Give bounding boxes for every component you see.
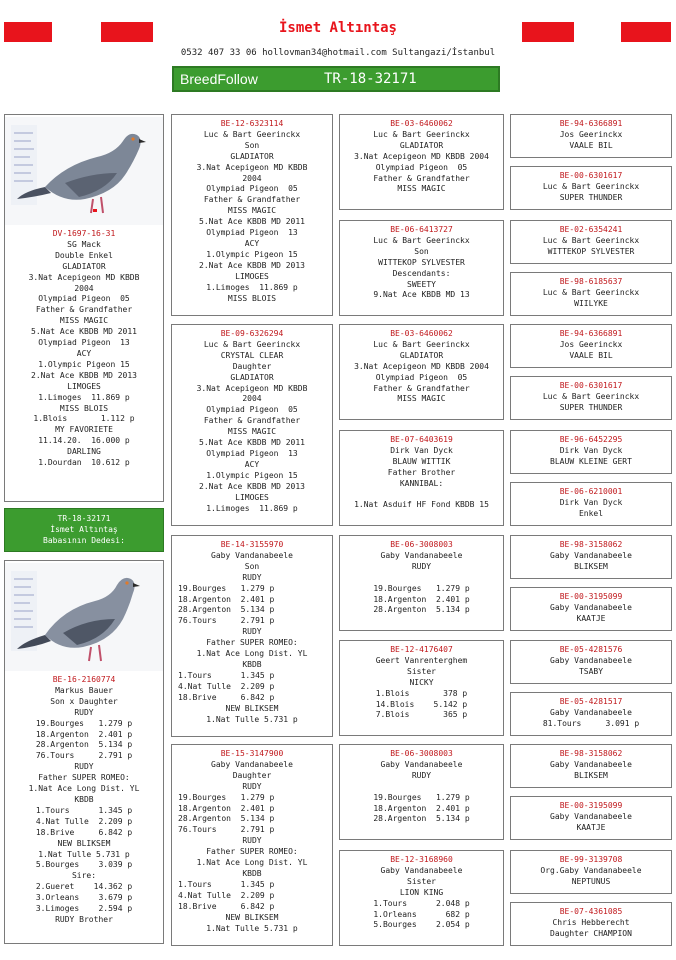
line: 3.Nat Acepigeon MD KBDB 2004 <box>354 151 489 161</box>
result-line: 1.Tours 1.345 p <box>178 879 275 889</box>
ring-number: BE-03-6460062 <box>390 119 453 128</box>
line: 1.Limoges 11.869 p <box>206 282 298 292</box>
great-grandparent-card <box>510 272 672 316</box>
ring-number: BE-07-6403619 <box>390 435 453 444</box>
line: Gaby Vandanabeele <box>380 865 463 875</box>
line: MISS BLOIS <box>59 403 109 413</box>
line: ACY <box>76 348 92 358</box>
line <box>340 782 503 793</box>
grandparent-card <box>339 640 504 736</box>
line: SWEETY <box>407 279 436 289</box>
line: Luc & Bart Geerinckx <box>373 339 470 349</box>
line: 3.Limoges 2.594 p <box>35 904 133 914</box>
breedfollow-banner[interactable] <box>172 66 500 92</box>
pigeon-icon <box>5 117 163 225</box>
line: MISS MAGIC <box>397 184 446 194</box>
line: 5.Bourges 3.039 p <box>35 860 133 870</box>
line: Sister <box>407 876 436 886</box>
result-line: 4.Nat Tulle 2.209 p <box>178 681 275 691</box>
line: WITTEKOP SYLVESTER <box>378 257 465 267</box>
result-line: 18.Argenton 2.401 p <box>178 594 275 604</box>
line: RUDY <box>411 561 432 571</box>
line: Markus Bauer <box>55 685 113 695</box>
line: 1.Tours 1.345 p <box>35 805 133 815</box>
line: Dirk Van Dyck <box>390 445 453 455</box>
line: 5.Nat Ace KBDB MD 2011 <box>199 438 305 448</box>
line: Org.Gaby Vandanabeele <box>540 865 642 875</box>
line: Father & Grandfather <box>373 173 470 183</box>
ring-number: BE-12-4176407 <box>390 645 453 654</box>
line: Chris Hebberecht <box>552 917 630 927</box>
result-line: 28.Argenton 5.134 p <box>178 605 275 615</box>
line: 1.Olympic Pigeon 15 <box>206 249 298 259</box>
line: Luc & Bart Geerinckx <box>542 181 640 191</box>
great-grandparent-card <box>510 744 672 788</box>
line: Geert Vanrenterghem <box>375 655 468 665</box>
top-pigeon-ring: DV-1697-16-31 <box>52 229 116 238</box>
line: MY FAVORIETE <box>55 425 113 435</box>
contact-line: 0532 407 33 06 hollovman34@hotmail.com Sultangazi/İstanbul <box>180 48 496 58</box>
line: Gaby Vandanabeele <box>550 655 632 665</box>
line: 19.Bourges 1.279 p <box>373 583 470 593</box>
great-grandparent-card <box>510 324 672 368</box>
line: BLAUW WITTIK <box>392 456 451 466</box>
line: Olympiad Pigeon 05 <box>206 405 298 415</box>
line: Jos Geerinckx <box>559 339 623 349</box>
line: 28.Argenton 5.134 p <box>373 814 470 824</box>
line: LIMOGES <box>235 271 269 281</box>
line: Jos Geerinckx <box>559 129 623 139</box>
ring-number: BE-94-6366891 <box>559 119 623 128</box>
line: Olympiad Pigeon 13 <box>38 338 130 348</box>
great-grandparent-card <box>510 114 672 158</box>
line: NEW BLIKSEM <box>225 703 279 713</box>
great-grandparent-card <box>510 376 672 420</box>
line: ACY <box>244 459 260 469</box>
line: Gaby Vandanabeele <box>380 550 463 560</box>
line: 19.Bourges 1.279 p <box>373 792 470 802</box>
great-grandparent-card <box>510 430 672 474</box>
line: RUDY <box>242 572 262 582</box>
pigeon-photo-top <box>5 117 163 225</box>
line: Gaby Vandanabeele <box>550 602 632 612</box>
line: 3.Nat Acepigeon MD KBDB <box>196 162 308 172</box>
note-ring: TR-18-32171 <box>57 514 111 523</box>
line: KBDB <box>74 794 94 804</box>
line: Father Brother <box>387 467 456 477</box>
line: BLAUW KLEINE GERT <box>550 456 632 466</box>
line: SUPER THUNDER <box>559 402 623 412</box>
line: KBDB <box>242 659 262 669</box>
line: 2004 <box>242 394 262 404</box>
bottom-pigeon-ring: BE-16-2160774 <box>52 675 116 684</box>
line: Dirk Van Dyck <box>559 497 623 507</box>
ring-number: BE-06-3008003 <box>390 540 453 549</box>
line: NICKY <box>409 677 434 687</box>
line: DARLING <box>67 447 101 457</box>
ring-number: BE-14-3155970 <box>220 540 284 549</box>
line: Son <box>244 561 260 571</box>
line: 1.Nat Tulle 5.731 p <box>206 923 298 933</box>
ring-number: BE-94-6366891 <box>559 329 623 338</box>
line: RUDY <box>242 836 262 846</box>
line: LIMOGES <box>67 381 101 391</box>
great-grandparent-card <box>510 692 672 736</box>
line: Daughter <box>232 361 272 371</box>
line: Gaby Vandanabeele <box>211 550 293 560</box>
line: 9.Nat Ace KBDB MD 13 <box>373 290 470 300</box>
line: MISS MAGIC <box>227 206 277 216</box>
result-line: 18.Argenton 2.401 p <box>178 803 275 813</box>
line: 2004 <box>242 173 262 183</box>
great-grandparent-card <box>510 850 672 894</box>
parent-card <box>171 535 333 737</box>
line: MISS MAGIC <box>397 394 446 404</box>
result-line: 18.Brive 6.842 p <box>178 901 275 911</box>
great-grandparent-card <box>510 902 672 946</box>
line: Father & Grandfather <box>203 195 301 205</box>
ring-number: BE-99-3139708 <box>559 855 623 864</box>
line: CRYSTAL CLEAR <box>220 350 284 360</box>
line: 1.Orleans 682 p <box>373 909 470 919</box>
line: Olympiad Pigeon 13 <box>206 448 298 458</box>
line: KAATJE <box>576 613 606 623</box>
line: Enkel <box>578 508 604 518</box>
line: Father & Grandfather <box>35 305 133 315</box>
line: BLIKSEM <box>574 561 608 571</box>
great-grandparent-card <box>510 220 672 264</box>
result-line: 76.Tours 2.791 p <box>178 616 275 626</box>
page-title: İsmet Altıntaş <box>278 20 397 36</box>
line: 2004 <box>74 283 94 293</box>
line: 76.Tours 2.791 p <box>35 751 133 761</box>
line: RUDY <box>74 707 94 717</box>
owner-note-box <box>4 508 164 552</box>
breedfollow-label: BreedFollow <box>180 71 258 87</box>
grandparent-card <box>339 535 504 631</box>
line: Descendants: <box>392 268 451 278</box>
line: KBDB <box>242 868 262 878</box>
line: Gaby Vandanabeele <box>550 759 632 769</box>
ring-number: BE-00-3195099 <box>559 592 623 601</box>
grandparent-card <box>339 324 504 420</box>
line: Olympiad Pigeon 13 <box>206 228 298 238</box>
line: Gaby Vandanabeele <box>550 707 632 717</box>
parent-card <box>171 324 333 526</box>
line <box>340 490 503 501</box>
ring-number: BE-06-6413727 <box>390 225 453 234</box>
ring-number: BE-12-3168960 <box>390 855 453 864</box>
line: 1.Limoges 11.869 p <box>206 503 298 513</box>
grandparent-card <box>339 850 504 946</box>
result-line: 28.Argenton 5.134 p <box>178 814 275 824</box>
line: Luc & Bart Geerinckx <box>542 235 640 245</box>
pigeon-photo-bottom <box>5 563 163 671</box>
ring-number: BE-00-3195099 <box>559 801 623 810</box>
note-owner: İsmet Altıntaş <box>50 525 118 534</box>
result-line: 76.Tours 2.791 p <box>178 825 275 835</box>
line: Luc & Bart Geerinckx <box>542 287 640 297</box>
line: Daughter CHAMPION <box>550 928 632 938</box>
line: 19.Bourges 1.279 p <box>35 718 133 728</box>
line: 3.Nat Acepigeon MD KBDB <box>28 272 140 282</box>
line: GLADIATOR <box>399 350 444 360</box>
line: Father SUPER ROMEO: <box>206 847 298 857</box>
line: LION KING <box>399 887 444 897</box>
line: 2.Nat Ace KBDB MD 2013 <box>199 260 305 270</box>
great-grandparent-card <box>510 796 672 840</box>
line: 18.Argenton 2.401 p <box>35 729 133 739</box>
line: 1.Nat Tulle 5.731 p <box>206 714 298 724</box>
line: MISS MAGIC <box>59 316 109 326</box>
line: Olympiad Pigeon 05 <box>38 294 130 304</box>
ring-number: BE-06-6210001 <box>559 487 623 496</box>
line: Luc & Bart Geerinckx <box>542 391 640 401</box>
line: Olympiad Pigeon 05 <box>375 162 468 172</box>
line: MISS BLOIS <box>227 293 277 303</box>
line: Father & Grandfather <box>373 383 470 393</box>
result-line: 4.Nat Tulle 2.209 p <box>178 890 275 900</box>
line: 3.Nat Acepigeon MD KBDB 2004 <box>354 361 489 371</box>
line: 28.Argenton 5.134 p <box>373 605 470 615</box>
line: Double Enkel <box>55 250 113 260</box>
line: RUDY <box>242 627 262 637</box>
line: KAATJE <box>576 822 606 832</box>
line: Gaby Vandanabeele <box>380 759 463 769</box>
line: 11.14.20. 16.000 p <box>38 436 130 446</box>
grandparent-card <box>339 430 504 526</box>
line: 1.Dourdan 10.612 p <box>38 458 130 468</box>
line: SG Mack <box>67 239 101 249</box>
ring-number: BE-98-3158062 <box>559 749 623 758</box>
grandparent-card <box>339 744 504 840</box>
line: Dirk Van Dyck <box>559 445 623 455</box>
ring-number: BE-98-3158062 <box>559 540 623 549</box>
line <box>340 573 503 584</box>
line: RUDY <box>74 762 94 772</box>
bottom-pigeon-details <box>5 686 163 926</box>
grandparent-card <box>339 114 504 210</box>
line: GLADIATOR <box>230 151 274 161</box>
line: Luc & Bart Geerinckx <box>203 129 301 139</box>
line: Olympiad Pigeon 05 <box>206 184 298 194</box>
line: 1.Nat Ace Long Dist. YL <box>196 858 308 868</box>
line: 2.Nat Ace KBDB MD 2013 <box>199 481 305 491</box>
grandparent-card <box>339 220 504 316</box>
line: 1.Olympic Pigeon 15 <box>206 470 298 480</box>
line: Sire: <box>71 871 97 881</box>
ring-number: BE-02-6354241 <box>559 225 623 234</box>
ring-number: BE-09-6326294 <box>220 329 284 338</box>
ring-number: BE-15-3147900 <box>220 749 284 758</box>
bottom-pigeon-card <box>4 560 164 944</box>
ring-number: BE-03-6460062 <box>390 329 453 338</box>
line: 1.Nat Tulle 5.731 p <box>38 849 130 859</box>
line: GLADIATOR <box>62 261 106 271</box>
top-pigeon-details <box>5 240 163 469</box>
line: 1.Nat Ace Long Dist. YL <box>28 784 140 794</box>
ring-number: BE-98-6185637 <box>559 277 623 286</box>
line: Son <box>414 246 429 256</box>
pigeon-icon <box>5 563 163 671</box>
line: 18.Argenton 2.401 p <box>373 803 470 813</box>
line: Son <box>244 140 260 150</box>
line: 5.Nat Ace KBDB MD 2011 <box>31 327 137 337</box>
line: BLIKSEM <box>574 770 608 780</box>
line: 5.Bourges 2.054 p <box>373 920 470 930</box>
line: TSABY <box>578 666 604 676</box>
line: SUPER THUNDER <box>559 192 623 202</box>
line: LIMOGES <box>235 492 269 502</box>
line: 28.Argenton 5.134 p <box>35 740 133 750</box>
ring-number: BE-07-4361085 <box>559 907 623 916</box>
line: Luc & Bart Geerinckx <box>373 235 470 245</box>
line: RUDY <box>242 781 262 791</box>
ring-number: BE-05-4281517 <box>559 697 623 706</box>
line: 18.Brive 6.842 p <box>35 827 133 837</box>
line: Father SUPER ROMEO: <box>38 773 130 783</box>
line: 1.Olympic Pigeon 15 <box>38 359 130 369</box>
line: Luc & Bart Geerinckx <box>203 339 301 349</box>
result-line: 19.Bourges 1.279 p <box>178 583 275 593</box>
great-grandparent-card <box>510 166 672 210</box>
ring-number: BE-96-6452295 <box>559 435 623 444</box>
line: 14.Blois 5.142 p <box>375 699 468 709</box>
line: NEW BLIKSEM <box>225 912 279 922</box>
ring-number: BE-00-6301617 <box>559 171 623 180</box>
line: Gaby Vandanabeele <box>211 759 293 769</box>
parent-card <box>171 114 333 316</box>
line: Son x Daughter <box>50 696 118 706</box>
line: NEW BLIKSEM <box>57 838 111 848</box>
great-grandparent-card <box>510 535 672 579</box>
line: 1.Limoges 11.869 p <box>38 392 130 402</box>
great-grandparent-card <box>510 587 672 631</box>
line: NEPTUNUS <box>571 876 611 886</box>
line: WIILYKE <box>574 298 608 308</box>
ring-number: BE-05-4281576 <box>559 645 623 654</box>
line: Gaby Vandanabeele <box>550 550 632 560</box>
line: Father SUPER ROMEO: <box>206 638 298 648</box>
line: RUDY Brother <box>55 914 113 924</box>
line: WITTEKOP SYLVESTER <box>547 246 635 256</box>
result-line: 1.Tours 1.345 p <box>178 670 275 680</box>
line: 1.Nat Asduif HF Fond KBDB 15 <box>354 500 489 510</box>
line: Daughter <box>232 770 272 780</box>
line: 18.Argenton 2.401 p <box>373 594 470 604</box>
line: 3.Nat Acepigeon MD KBDB <box>196 383 308 393</box>
line: 1.Tours 2.048 p <box>373 898 470 908</box>
line: 1.Blois 1.112 p <box>33 414 135 424</box>
line: Sister <box>407 666 436 676</box>
line: 4.Nat Tulle 2.209 p <box>35 816 133 826</box>
line: RUDY <box>411 770 432 780</box>
great-grandparent-card <box>510 482 672 526</box>
parent-card <box>171 744 333 946</box>
result-line: 19.Bourges 1.279 p <box>178 792 275 802</box>
ring-number: BE-00-6301617 <box>559 381 623 390</box>
line: 1.Nat Ace Long Dist. YL <box>196 649 308 659</box>
ring-number: BE-06-3008003 <box>390 749 453 758</box>
line: Father & Grandfather <box>203 416 301 426</box>
breedfollow-ring: TR-18-32171 <box>324 71 417 87</box>
line: 1.Blois 378 p <box>375 688 468 698</box>
line: 5.Nat Ace KBDB MD 2011 <box>199 217 305 227</box>
ring-number: BE-12-6323114 <box>220 119 284 128</box>
line: VAALE BIL <box>569 350 613 360</box>
line: 7.Blois 365 p <box>375 710 468 720</box>
line: Olympiad Pigeon 05 <box>375 372 468 382</box>
line: Luc & Bart Geerinckx <box>373 129 470 139</box>
note-text: Babasının Dedesi: <box>43 536 125 545</box>
line: GLADIATOR <box>230 372 274 382</box>
line: 2.Gueret 14.362 p <box>35 882 133 892</box>
line: 2.Nat Ace KBDB MD 2013 <box>31 370 137 380</box>
line: VAALE BIL <box>569 140 613 150</box>
top-pigeon-card <box>4 114 164 502</box>
great-grandparent-card <box>510 640 672 684</box>
line: ACY <box>244 238 260 248</box>
line: 3.Orleans 3.679 p <box>35 893 133 903</box>
line: GLADIATOR <box>399 140 444 150</box>
line: MISS MAGIC <box>227 427 277 437</box>
line: 81.Tours 3.091 p <box>542 718 640 728</box>
line: KANNIBAL: <box>399 478 444 488</box>
result-line: 18.Brive 6.842 p <box>178 692 275 702</box>
line: Gaby Vandanabeele <box>550 811 632 821</box>
